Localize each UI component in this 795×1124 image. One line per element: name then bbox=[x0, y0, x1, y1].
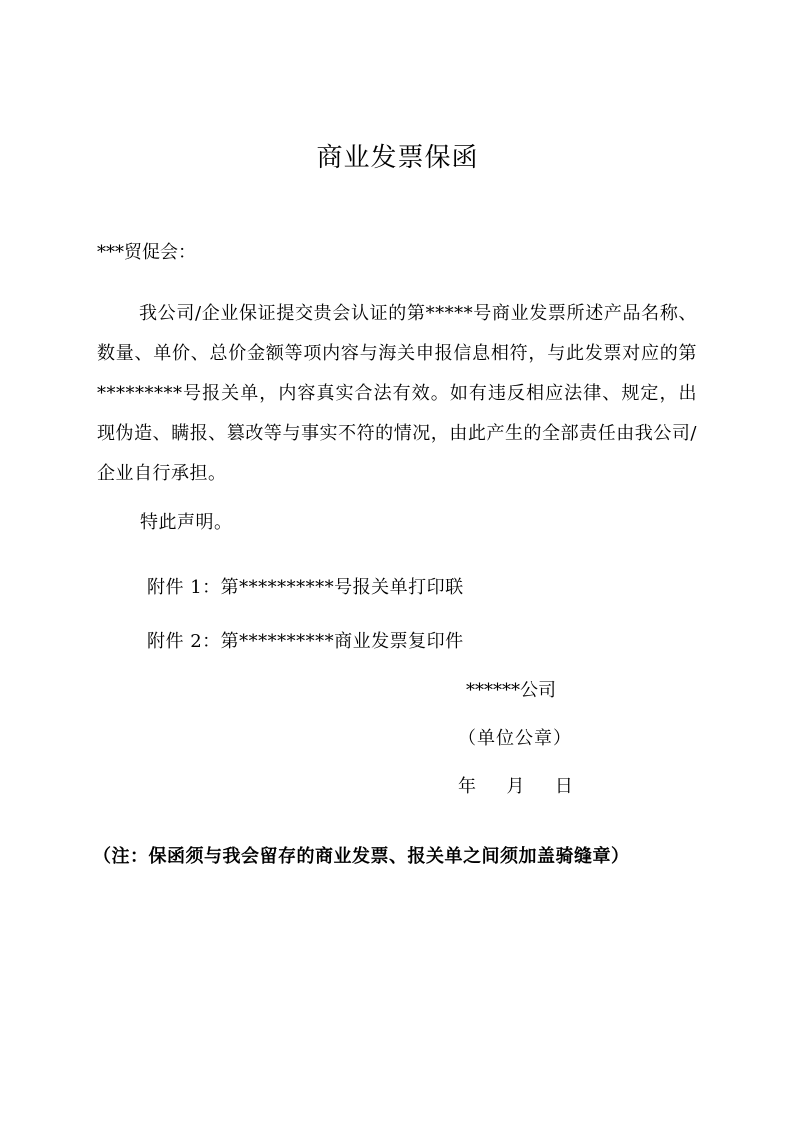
salutation: ***贸促会： bbox=[97, 242, 196, 263]
body-paragraph: 我公司/企业保证提交贵会认证的第*****号商业发票所述产品名称、数量、单价、总价金额等项内容与海关申报信息相符，与此发票对应的第*********号报关单，内容真实合法有效。如有违反相应法律、规定，出现伪造、瞒报、篡改等与事实不符的情况，由此产生的全部责任由我公司/企业自行承担。 bbox=[97, 303, 697, 484]
date-line: 年 月 日 bbox=[458, 776, 574, 797]
seal-label: （单位公章） bbox=[458, 728, 572, 749]
page-title: 商业发票保函 bbox=[316, 143, 479, 173]
declaration-text: 特此声明。 bbox=[140, 512, 233, 533]
attachment-2: 附件 2：第**********商业发票复印件 bbox=[147, 631, 464, 652]
company-name: ******公司 bbox=[466, 680, 556, 701]
attachment-1: 附件 1：第**********号报关单打印联 bbox=[147, 577, 464, 598]
note-text: （注：保函须与我会留存的商业发票、报关单之间须加盖骑缝章） bbox=[93, 846, 630, 867]
